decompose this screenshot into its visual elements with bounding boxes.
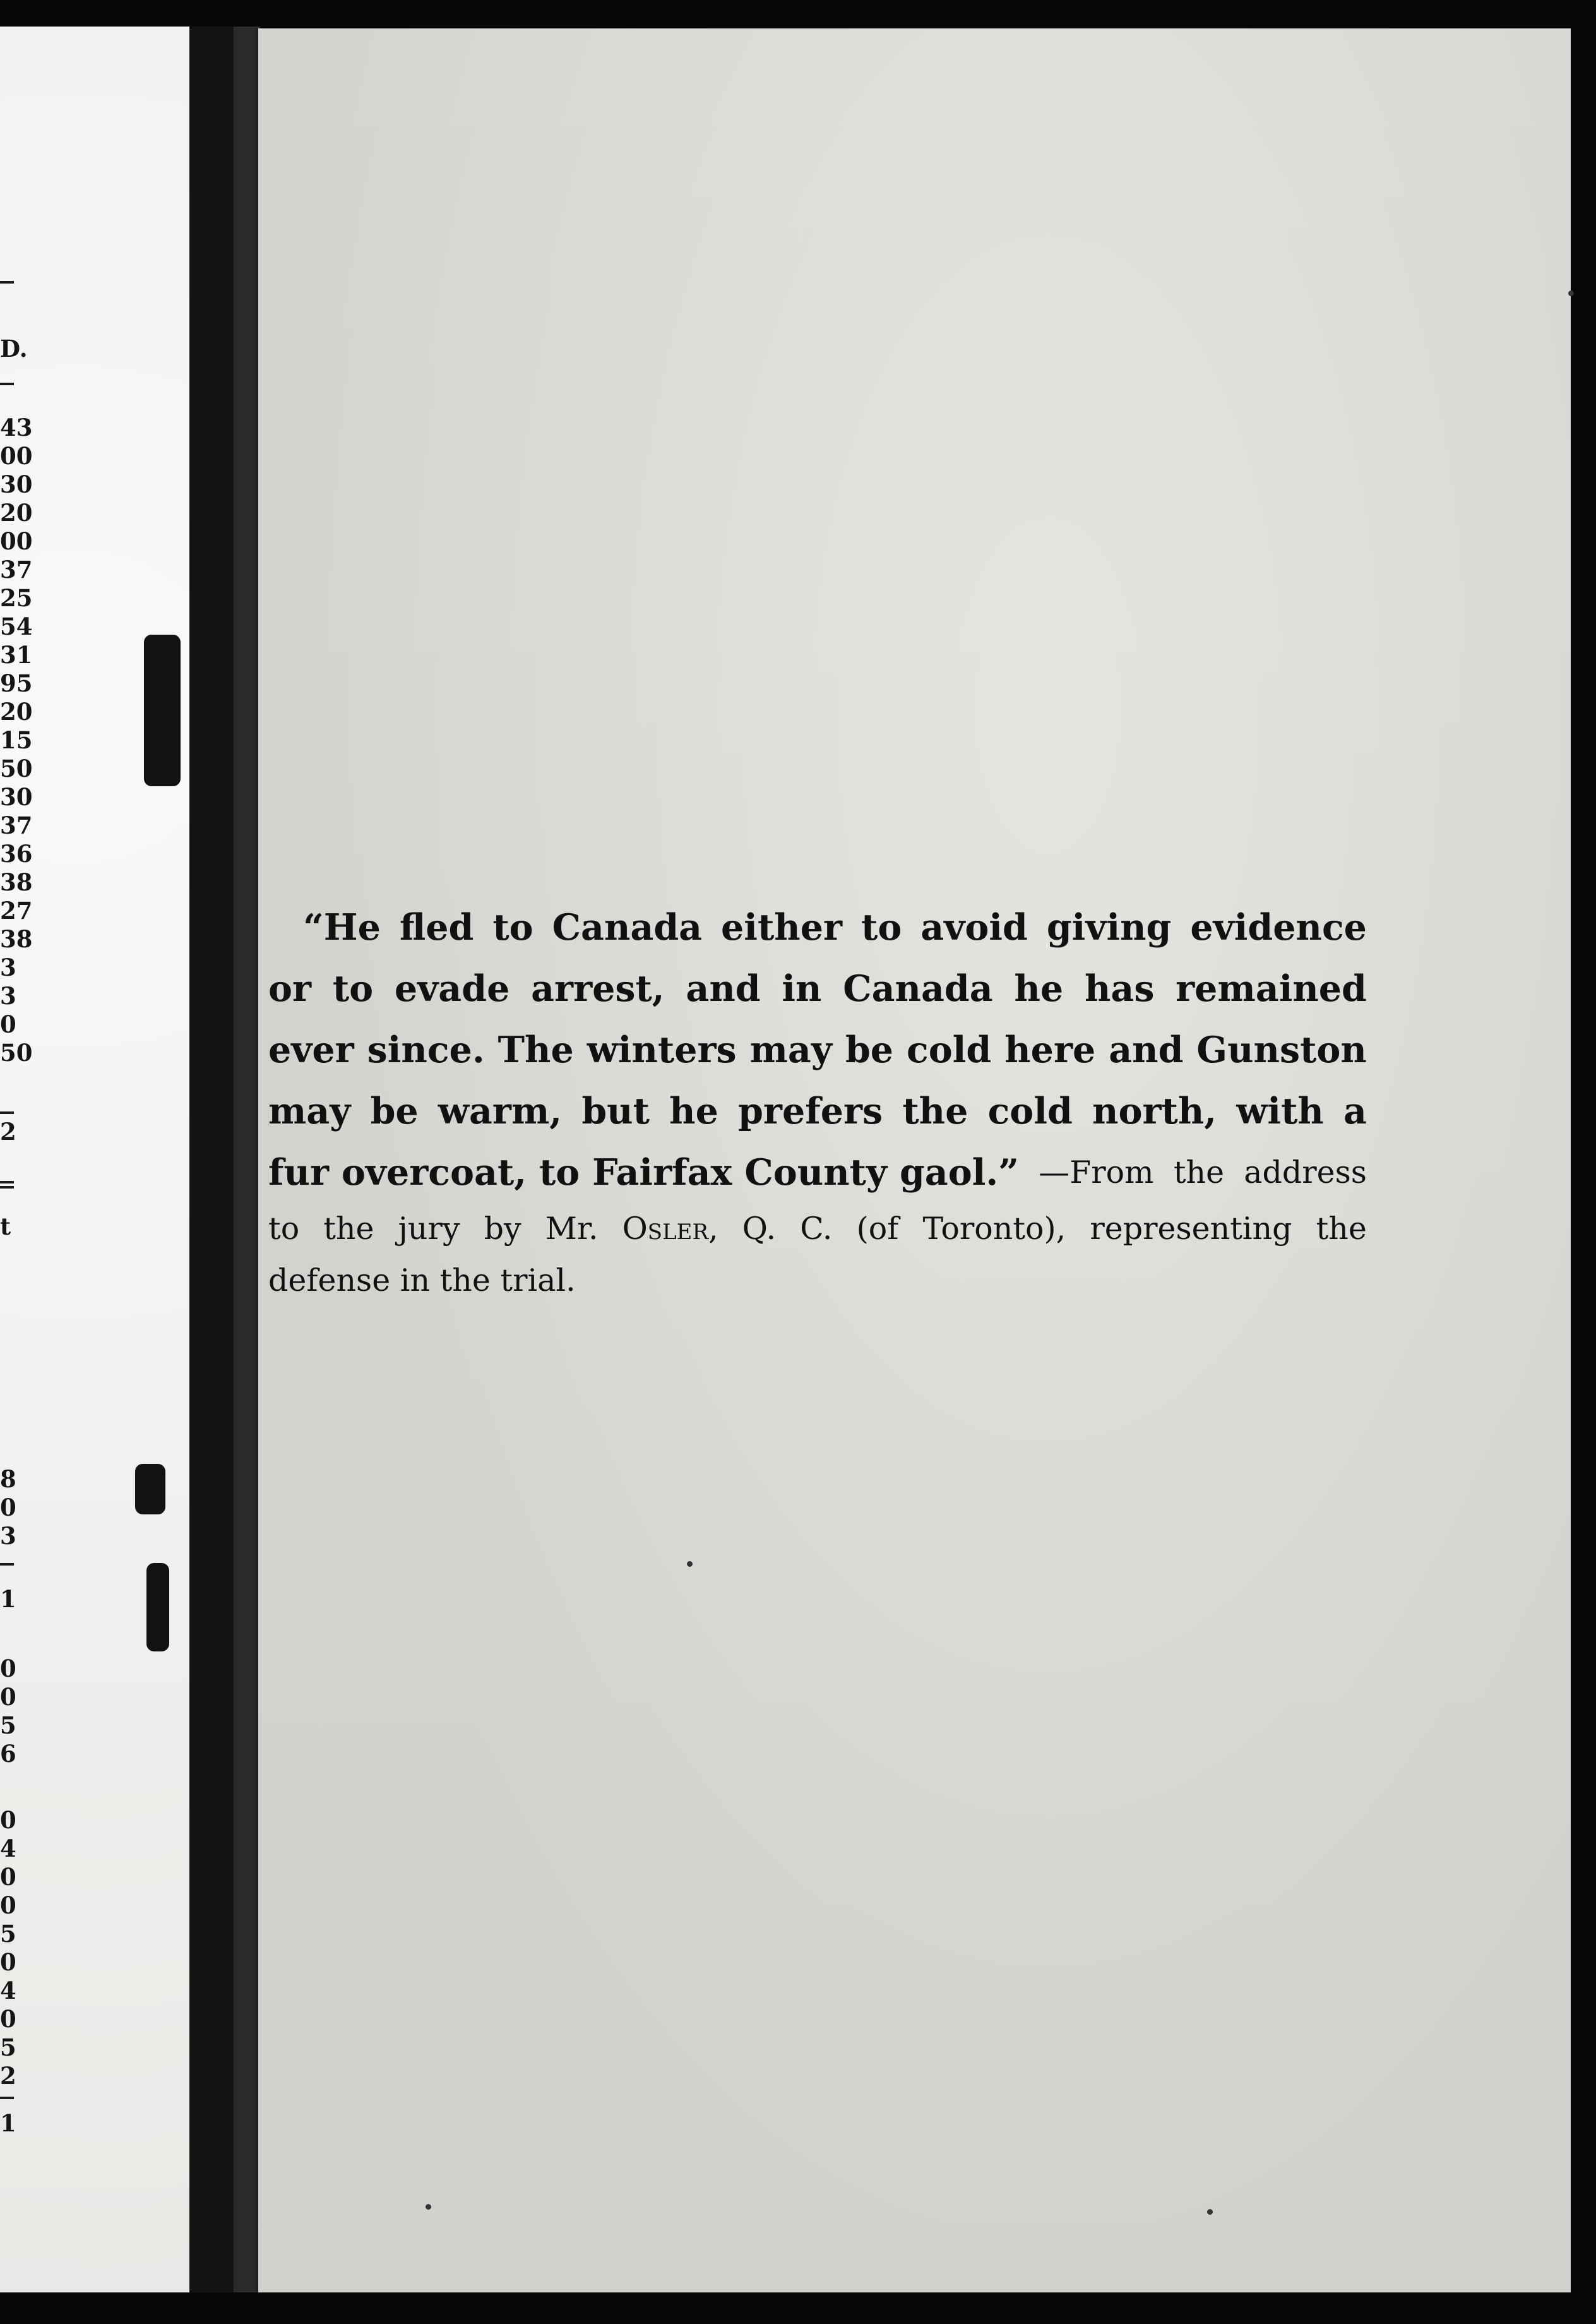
margin-fragment: 2 [0, 2062, 16, 2090]
margin-fragment: 20 [0, 698, 33, 726]
attribution-word: (of [856, 1211, 899, 1247]
margin-fragment: 8 [0, 1465, 16, 1493]
margin-fragment: 2 [0, 1118, 16, 1146]
margin-rule [0, 1186, 14, 1189]
attribution-word: representing [1090, 1211, 1292, 1247]
margin-fragment: 0 [0, 1655, 16, 1682]
ink-speck [687, 1561, 693, 1567]
binding-clip-upper [144, 635, 181, 786]
margin-fragment: 3 [0, 1522, 16, 1550]
scan-top-border [0, 0, 1596, 27]
margin-fragment: 3 [0, 982, 16, 1010]
attribution-line [268, 1203, 1367, 1255]
margin-rule [0, 1563, 14, 1566]
margin-fragment: 3 [0, 954, 16, 981]
margin-fragment: 25 [0, 584, 33, 612]
margin-fragment: 00 [0, 527, 33, 555]
margin-fragment: 30 [0, 783, 33, 811]
margin-fragment: D. [0, 335, 28, 362]
margin-fragment: 5 [0, 2033, 16, 2061]
attribution-word: to [268, 1211, 300, 1247]
margin-fragment: 0 [0, 1863, 16, 1891]
margin-fragment: 0 [0, 1494, 16, 1521]
margin-fragment: 4 [0, 1835, 16, 1862]
facing-page-edge [0, 27, 193, 2294]
margin-rule [0, 1181, 14, 1183]
margin-fragment: 1 [0, 1585, 16, 1613]
margin-fragment: 4 [0, 1977, 16, 2004]
attribution-word: Mr. [545, 1211, 598, 1247]
speaker-name: Osler, [622, 1211, 718, 1247]
attribution-word: by [484, 1211, 521, 1247]
margin-fragment: 50 [0, 1039, 33, 1067]
attribution-start: —From the address [1039, 1154, 1367, 1190]
attribution-line: defense in the trial. [268, 1262, 576, 1298]
margin-fragment: 38 [0, 868, 33, 896]
margin-fragment: 15 [0, 726, 33, 754]
margin-fragment: 54 [0, 613, 33, 640]
scan-right-border [1571, 28, 1596, 2292]
attribution-word: the [323, 1211, 374, 1247]
margin-fragment: 30 [0, 470, 33, 498]
margin-rule [0, 1111, 14, 1114]
margin-fragment: 20 [0, 499, 33, 527]
margin-fragment: 38 [0, 925, 33, 953]
attribution-word: Q. [742, 1211, 777, 1247]
quote-line [268, 1142, 1367, 1203]
margin-fragment: 37 [0, 812, 33, 839]
quote-text: fur overcoat, to Fairfax County gaol.” [268, 1151, 1020, 1194]
margin-rule [0, 383, 14, 385]
margin-fragment: 36 [0, 840, 33, 868]
margin-fragment: 5 [0, 1920, 16, 1948]
attribution-word: the [1316, 1211, 1367, 1247]
margin-fragment: 0 [0, 2005, 16, 2033]
margin-fragment: 6 [0, 1740, 16, 1768]
scan-bottom-border [0, 2292, 1596, 2324]
ink-speck [1207, 2209, 1213, 2215]
margin-fragment: 95 [0, 669, 33, 697]
attribution-word: C. [800, 1211, 833, 1247]
margin-fragment: 00 [0, 442, 33, 470]
margin-fragment: 0 [0, 1683, 16, 1711]
margin-fragment: 0 [0, 1948, 16, 1976]
margin-fragment: 27 [0, 897, 33, 925]
margin-fragment: 43 [0, 414, 33, 441]
margin-fragment: 0 [0, 1806, 16, 1834]
quote-line: ever since. The winters may be cold here and Gunston [268, 1029, 1367, 1071]
margin-fragment: 0 [0, 1891, 16, 1919]
binding-clip-lower [146, 1563, 169, 1651]
margin-rule [0, 2097, 14, 2099]
margin-fragment: 1 [0, 2109, 16, 2137]
quote-line: “He fled to Canada either to avoid giving evidence [303, 906, 1367, 949]
epigraph-quote [268, 897, 1367, 1307]
attribution-word: Toronto), [922, 1211, 1066, 1247]
margin-rule [0, 281, 14, 284]
ink-speck [1568, 290, 1574, 296]
margin-fragment: 37 [0, 556, 33, 584]
ink-speck [426, 2204, 431, 2210]
binding-clip-mid [135, 1464, 165, 1514]
margin-fragment: 31 [0, 641, 33, 669]
attribution-word: jury [398, 1211, 460, 1247]
margin-fragment: 5 [0, 1711, 16, 1739]
margin-fragment: 50 [0, 755, 33, 782]
quote-line: may be warm, but he prefers the cold north, with a [268, 1090, 1367, 1132]
margin-fragment: t [0, 1213, 11, 1240]
margin-fragment: 0 [0, 1010, 16, 1038]
quote-line: or to evade arrest, and in Canada he has remained [268, 967, 1367, 1010]
